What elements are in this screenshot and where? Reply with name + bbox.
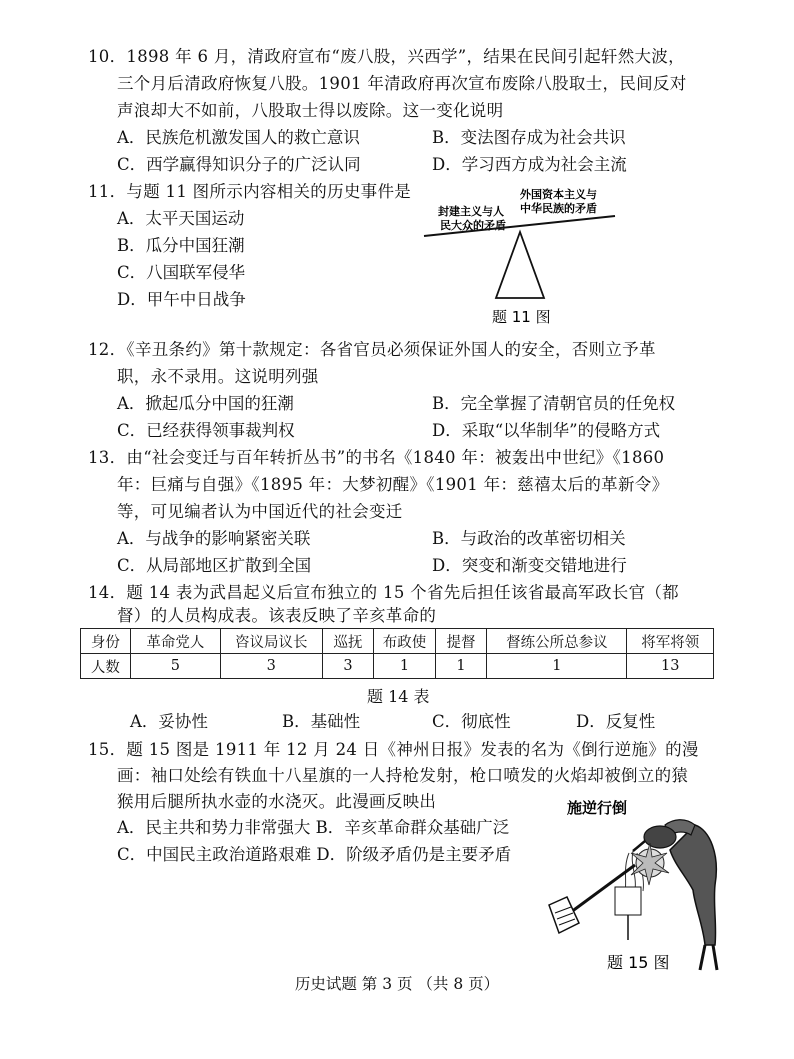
q14-option-a: A．妥协性 — [130, 712, 208, 731]
table-cell: 5 — [130, 654, 220, 679]
q11-figure-caption: 题 11 图 — [492, 308, 551, 326]
q15-options-ab: A．民主共和势力非常强大 B．辛亥革命群众基础广泛 — [117, 818, 510, 837]
q11-option-d: D．甲午中日战争 — [117, 290, 246, 309]
q13-option-a: A．与战争的影响紧密关联 — [117, 529, 311, 548]
q10-option-a: A．民族危机激发国人的救亡意识 — [117, 128, 360, 147]
q13-option-b: B．与政治的改革密切相关 — [432, 529, 626, 548]
table-header-cell: 将军将领 — [627, 629, 714, 654]
q14-table-caption: 题 14 表 — [367, 687, 430, 706]
q11-stem: 11．与题 11 图所示内容相关的历史事件是 — [88, 182, 412, 201]
q15-stem-line3: 猴用后腿所执水壶的水浇灭。此漫画反映出 — [117, 792, 437, 811]
q10-stem-line2: 三个月后清政府恢复八股。1901 年清政府再次宣布废除八股取士，民间反对 — [117, 74, 687, 93]
monkey-arms — [700, 945, 717, 970]
table-cell: 1 — [374, 654, 435, 679]
q11-left-label-line1: 封建主义与人 — [438, 205, 504, 218]
q14-stem-line2: 督）的人员构成表。该表反映了辛亥革命的 — [117, 606, 437, 625]
q10-stem-line1: 10．1898 年 6 月，清政府宣布“废八股，兴西学”，结果在民间引起轩然大波， — [88, 47, 685, 66]
q11-option-b: B．瓜分中国狂潮 — [117, 236, 245, 255]
q15-cartoon-title: 施逆行倒 — [567, 799, 628, 817]
table-cell: 3 — [322, 654, 374, 679]
page-footer: 历史试题 第 3 页 （共 8 页） — [294, 975, 500, 993]
q15-stem-line2: 画：袖口处绘有铁血十八星旗的一人持枪发射，枪口喷发的火焰却被倒立的猿 — [117, 766, 689, 785]
q14-stem-line1: 14．题 14 表为武昌起义后宣布独立的 15 个省先后担任该省最高军政长官（都 — [88, 583, 679, 602]
q15-options-cd: C．中国民主政治道路艰难 D．阶级矛盾仍是主要矛盾 — [117, 845, 512, 864]
q14-option-d: D．反复性 — [576, 712, 656, 731]
monkey-body — [670, 825, 716, 945]
q11-option-a: A．太平天国运动 — [117, 209, 245, 228]
table-cell: 1 — [435, 654, 487, 679]
q12-option-a: A．掀起瓜分中国的狂潮 — [117, 394, 294, 413]
q13-stem-line1: 13．由“社会变迁与百年转折丛书”的书名《1840 年：被轰出中世纪》《1860 — [88, 448, 665, 467]
cartoon-sign — [615, 887, 641, 915]
q14-table — [80, 628, 714, 679]
table-header-cell: 身份 — [81, 629, 131, 654]
q12-option-b: B．完全掌握了清朝官员的任免权 — [432, 394, 676, 413]
q15-figure-caption: 题 15 图 — [607, 953, 670, 972]
q15-cartoon-figure — [545, 795, 745, 980]
q13-stem-line3: 等，可见编者认为中国近代的社会变迁 — [117, 502, 403, 521]
q14-option-b: B．基础性 — [282, 712, 361, 731]
sleeve-flag-icon — [549, 897, 579, 933]
q11-right-label-line2: 中华民族的矛盾 — [520, 202, 597, 215]
q12-stem-line1: 12．《辛丑条约》第十款规定：各省官员必须保证外国人的安全，否则立予革 — [88, 340, 656, 359]
table-cell: 13 — [627, 654, 714, 679]
table-header-cell: 督练公所总参议 — [487, 629, 627, 654]
q11-left-label-line2: 民大众的矛盾 — [440, 219, 506, 232]
table-header-cell: 巡抚 — [322, 629, 374, 654]
table-cell: 3 — [220, 654, 322, 679]
kettle-spout — [633, 841, 645, 851]
kettle-icon — [644, 826, 676, 848]
table-cell: 人数 — [81, 654, 131, 679]
table-header-cell: 提督 — [435, 629, 487, 654]
q15-stem-line1: 15．题 15 图是 1911 年 12 月 24 日《神州日报》发表的名为《倒行逆施》的漫 — [88, 740, 699, 759]
q12-option-c: C．已经获得领事裁判权 — [117, 421, 295, 440]
q11-right-label-line1: 外国资本主义与 — [520, 188, 597, 201]
table-header-cell: 布政使 — [374, 629, 435, 654]
q10-stem-line3: 声浪却大不如前，八股取士得以废除。这一变化说明 — [117, 101, 504, 120]
q13-option-d: D．突变和渐变交错地进行 — [432, 556, 627, 575]
q14-option-c: C．彻底性 — [432, 712, 511, 731]
q12-option-d: D．采取“以华制华”的侵略方式 — [432, 421, 661, 440]
q13-option-c: C．从局部地区扩散到全国 — [117, 556, 312, 575]
balance-fulcrum — [496, 232, 544, 298]
q10-option-d: D．学习西方成为社会主流 — [432, 155, 627, 174]
table-header-cell: 咨议局议长 — [220, 629, 322, 654]
table-header-row — [81, 629, 714, 654]
q10-option-b: B．变法图存成为社会共识 — [432, 128, 626, 147]
q11-option-c: C．八国联军侵华 — [117, 263, 246, 282]
q11-balance-figure — [410, 180, 630, 340]
table-header-cell: 革命党人 — [130, 629, 220, 654]
q10-option-c: C．西学赢得知识分子的广泛认同 — [117, 155, 361, 174]
q12-stem-line2: 职，永不录用。这说明列强 — [117, 367, 319, 386]
q13-stem-line2: 年：巨痛与自强》《1895 年：大梦初醒》《1901 年：慈禧太后的革新令》 — [117, 475, 669, 494]
table-row — [81, 654, 714, 679]
table-cell: 1 — [487, 654, 627, 679]
